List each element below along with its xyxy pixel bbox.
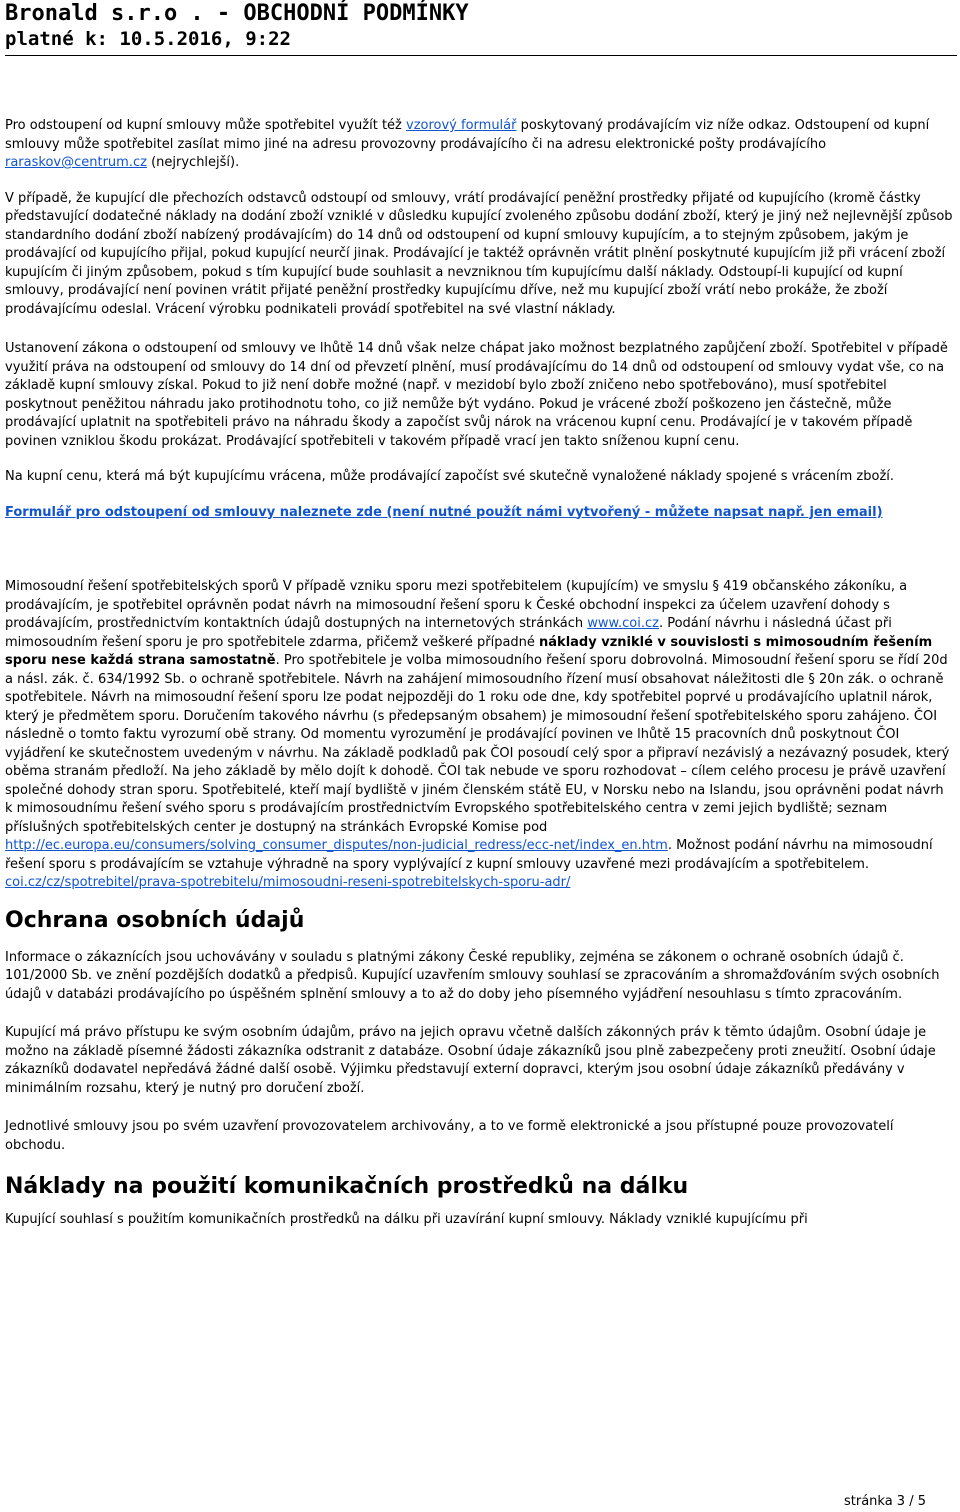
coi-link[interactable]: www.coi.cz [587,616,659,631]
text: Pro odstoupení od kupní smlouvy může spotřebitel využít též [5,118,406,133]
paragraph-personal-data: Informace o zákaznících jsou uchovávány v souladu s platnými zákony České republiky, zejména se zákonem o ochraně osobních údajů č. 101/2000 Sb. ve znění pozdějších dodatků a předpisů. Kupující uzavřením smlouvy souhlasí se zpracováním a shromažďováním svých osobních údajů v databázi prodávajícího po úspěšném splnění smlouvy a to až do doby jeho písemného vyjádření nesouhlasu s tímto zpracováním. [5,949,940,1002]
ec-europa-link[interactable]: http://ec.europa.eu/consumers/solving_consumer_disputes/non-judicial_redress/ecc-net/index_en.htm [5,838,668,853]
page-number: stránka 3 / 5 [843,1494,926,1509]
text: . Pro spotřebitele je volba mimosoudního řešení sporu dobrovolná. Mimosoudní řešení sporu se řídí 20d a násl. zák. č. 634/1992 Sb. o ochraně spotřebitele. Návrh na zahájení mimosoudního řízení musí obsahovat náležitosti dle § 20n zák. o ochraně spotřebitele. Návrh na mimosoudní řešení sporu lze podat nejpozději do 1 roku ode dne, kdy spotřebitel poprvé u prodávajícího uplatnil nárok, který je předmětem sporu. Doručením takového návrhu (s předepsaným obsahem) je mimosoudní řešení spotřebitelského sporu zahájeno. ČOI následně o tomto faktu vyrozumí obě strany. Od momentu vyrozumění je prodávající povinen ve lhůtě 15 pracovních dnů poskytnout ČOI vyjádření ke skutečnostem uvedeným v návrhu. Na základě podkladů pak ČOI posoudí celý spor a připraví nezávislý a nezávazný posudek, který oběma stranám předloží. Na jeho základě by mělo dojít k dohodě. ČOI tak nebude ve sporu rozhodovat – cílem celého procesu je právě uzavření společné dohody stran sporu. Spotřebitelé, kteří mají bydliště v jiném členském státě EU, v Norsku nebo na Islandu, jsou oprávněni podat návrh k mimosoudnímu řešení svého sporu s prodávajícím prostřednictvím Evropského spotřebitelského centra v zemi jejich bydliště; seznam příslušných spotřebitelských center je dostupný na stránkách Evropské Komise pod [5,653,950,835]
text: (nejrychlejší). [146,155,240,170]
paragraph-refund: V případě, že kupující dle přechozích odstavců odstoupí od smlouvy, vrátí prodávající peněžní prostředky přijaté od kupujícího (kromě částky představující dodatečné náklady na dodání zboží vzniklé v důsledku kupující zvoleného způsobu dodání zboží, který je jiný než nejlevnější způsob standardního dodání zboží nabízený prodávajícím) do 14 dnů od odstoupení od kupní smlouvy kupujícím, a to stejným způsobem, jakým je prodávající od kupujícího přijal, pokud kupující neurčí jinak. Prodávající je taktéž oprávněn vrátit plnění poskytnuté kupujícím již při vrácení zboží kupujícím či jiným způsobem, pokud s tím kupující bude souhlasit a nevzniknou tím kupujícímu další náklady. Odstoupí-li kupující od kupní smlouvy, prodávající není povinen vrátit přijaté peněžní prostředky kupujícímu dříve, než mu kupující zboží vrátí nebo prokáže, že zboží prodávajícímu odeslal. Vrácení výrobku podnikateli provádí spotřebitel na své vlastní náklady. [5,190,953,317]
document-body [5,117,953,1230]
withdrawal-form-link[interactable]: Formulář pro odstoupení od smlouvy naleznete zde (není nutné použít námi vytvořený - můžete napsat např. jen email) [5,504,883,520]
heading-personal-data: Ochrana osobních údajů [5,907,305,933]
text: . Podání návrhu i následná účast při mimosoudním řešení sporu je pro spotřebitele zdarma, přičemž veškeré případné [5,616,892,650]
sample-form-link[interactable]: vzorový formulář [406,118,517,133]
paragraph-data-rights: Kupující má právo přístupu ke svým osobním údajům, právo na jejich opravu včetně dalších zákonných práv k těmto údajům. Osobní údaje je možno na základě písemné žádosti zákazníka odstranit z databáze. Osobní údaje zákazníků jsou plně zabezpečeny proti zneužití. Osobní údaje zákazníků dodavatel nepředává žádné další osobě. Výjimku představují externí dopravci, kterým jsou osobní údaje zákazníků předávány v minimálním rozsahu, který je nutný pro doručení zboží. [5,1025,936,1096]
paragraph-remote-communication: Kupující souhlasí s použitím komunikačních prostředků na dálku při uzavírání kupní smlouvy. Náklady vzniklé kupujícímu při [5,1212,808,1227]
text: Mimosoudní řešení spotřebitelských sporů V případě vzniku sporu mezi spotřebitelem (kupujícím) ve smyslu § 419 občanského zákoníku, a prodávajícím, je spotřebitel oprávněn podat návrh na mimosoudní řešení sporu k České obchodní inspekci za účelem uzavření dohody s prodávajícím, prostřednictvím kontaktních údajů dostupných na internetových stránkách [5,579,908,631]
paragraph-withdrawal-form [5,117,953,173]
text: poskytovaný prodávajícím viz níže odkaz. Odstoupení od kupní smlouvy může spotřebitel zasílat mimo jiné na adresu provozovny prodávajícího či na adresu elektronické pošty prodávajícího [5,118,930,152]
email-link[interactable]: raraskov@centrum.cz [5,155,147,170]
paragraph-archiving: Jednotlivé smlouvy jsou po svém uzavření provozovatelem archivovány, a to ve formě elektronické a jsou přístupné pouze provozovatelí obchodu. [5,1119,894,1153]
bold-text: náklady vzniklé v souvislosti s mimosoudním řešením sporu nese každá strana samostatně [5,634,933,668]
heading-remote-communication: Náklady na použití komunikačních prostředků na dálku [5,1174,689,1199]
paragraph-adr [5,578,953,893]
text: . Možnost podání návrhu na mimosoudní řešení sporu s prodávajícím se vztahuje výhradně na spory vyplývající z kupní smlouvy uzavřené mezi prodávajícím a spotřebitelem. [5,838,933,872]
paragraph-14-days: Ustanovení zákona o odstoupení od smlouvy ve lhůtě 14 dnů však nelze chápat jako možnost bezplatného zapůjčení zboží. Spotřebitel v případě využití práva na odstoupení od smlouvy do 14 dní od převzetí plnění, musí prodávajícímu do 14 dnů od odstoupení od smlouvy vydat vše, co na základě kupní smlouvy získal. Pokud to již není dobře možné (např. v mezidobí bylo zboží zničeno nebo spotřebováno), musí spotřebitel poskytnout peněžitou náhradu jako protihodnotu toho, co již nemůže být vydáno. Pokud je vrácené zboží poškozeno jen částečně, může prodávající uplatnit na spotřebiteli právo na náhradu škody a započíst svůj nárok na vrácenou kupní cenu. Prodávající je v takovém případě povinen vzniklou škodu prokázat. Prodávající spotřebiteli v takovém případě vrací jen takto sníženou kupní cenu. [5,341,948,449]
coi-adr-link[interactable]: coi.cz/cz/spotrebitel/prava-spotrebitelu/mimosoudni-reseni-spotrebitelskych-sporu-adr/ [5,875,571,890]
header-divider [5,55,957,56]
paragraph-return-costs: Na kupní cenu, která má být kupujícímu vrácena, může prodávající započíst své skutečně vynaložené náklady spojené s vrácením zboží. [5,469,895,484]
paragraph-form-link [5,504,953,523]
page-header [5,0,955,56]
document-date: platné k: 10.5.2016, 9:22 [5,28,291,50]
document-title: Bronald s.r.o . - OBCHODNÍ PODMÍNKY [5,1,469,26]
